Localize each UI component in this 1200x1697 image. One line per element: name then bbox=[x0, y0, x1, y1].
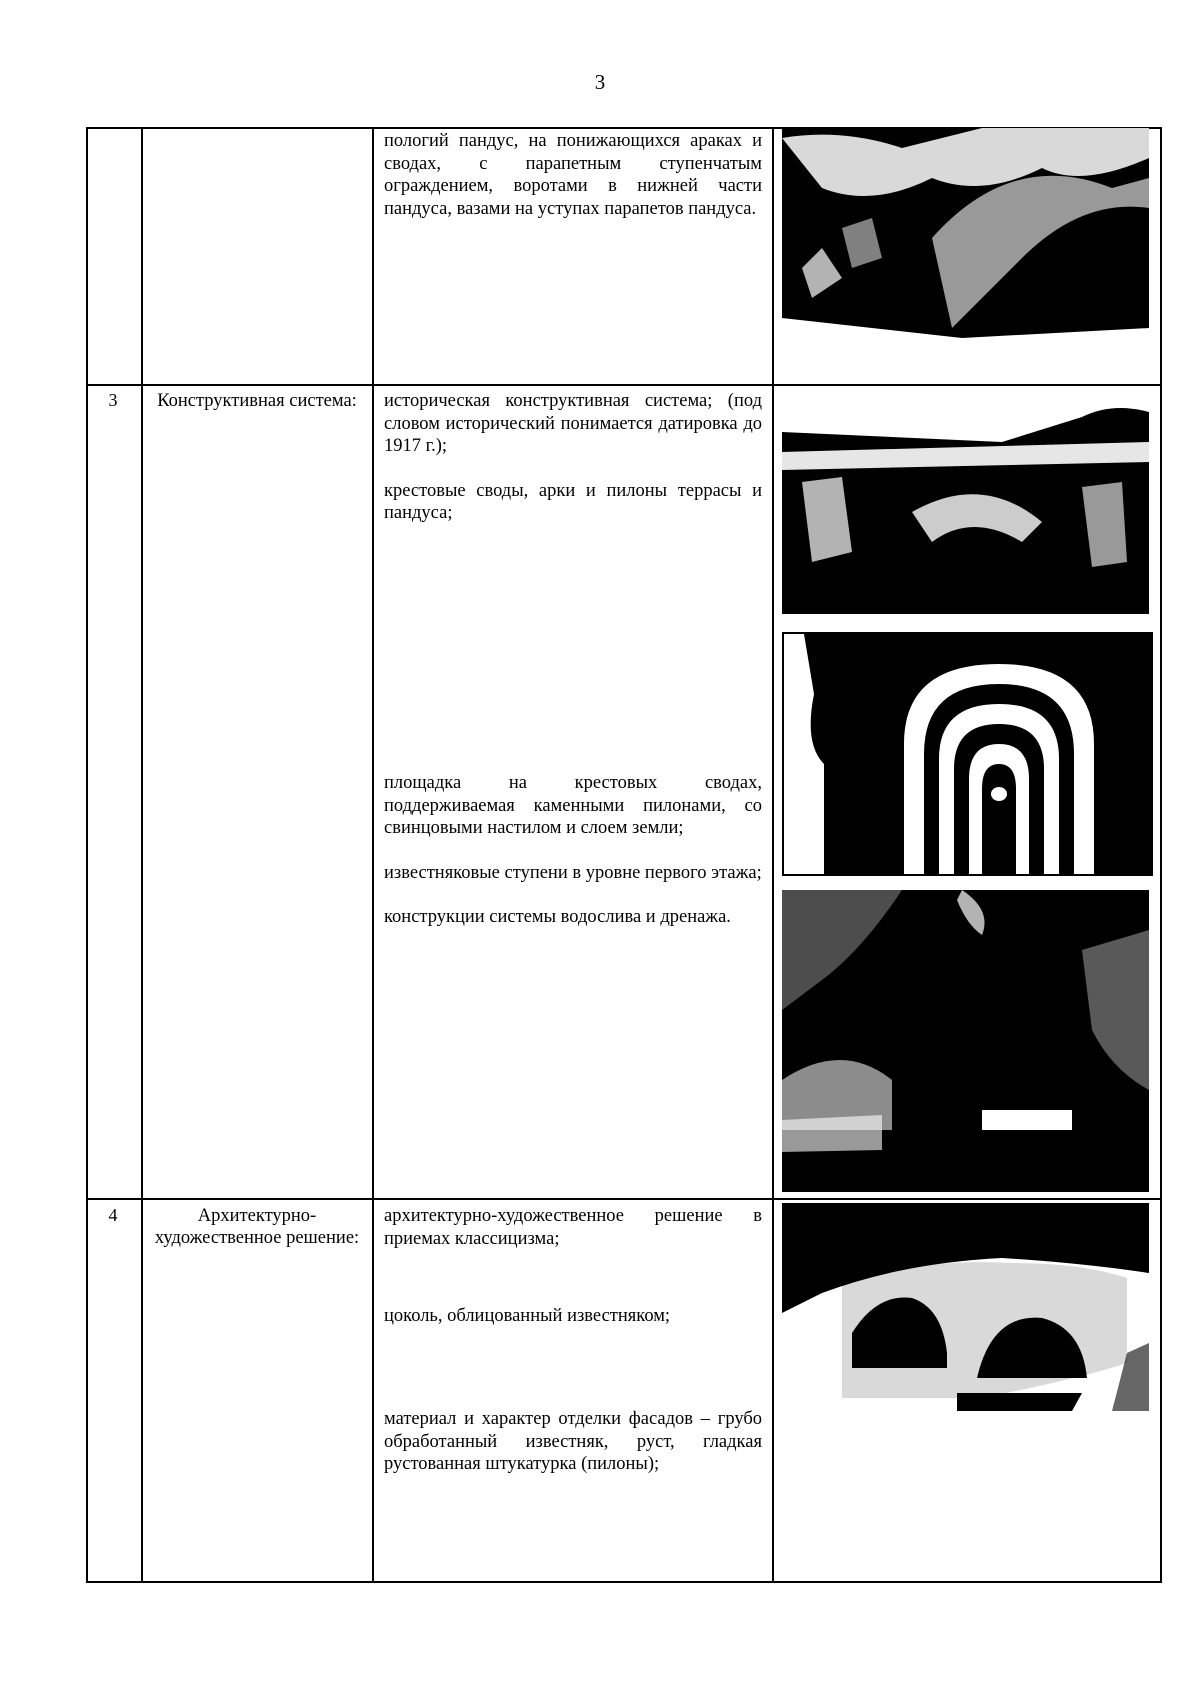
description-paragraph: цоколь, облицованный известняком; bbox=[384, 1306, 671, 1326]
description-paragraph: архитектурно-художественное решение в приемах классицизма; bbox=[384, 1206, 762, 1249]
row-number: 3 bbox=[108, 390, 118, 410]
photo-arch-underside bbox=[782, 890, 1149, 1192]
row-description bbox=[384, 1205, 762, 1250]
photo-vault-corridor bbox=[782, 632, 1153, 876]
row-divider bbox=[86, 1198, 1162, 1200]
row-description bbox=[384, 1408, 762, 1476]
row-divider bbox=[86, 384, 1162, 386]
column-divider bbox=[772, 127, 774, 1583]
row-description bbox=[384, 130, 762, 220]
photo-ramp-arch bbox=[782, 128, 1149, 372]
column-divider bbox=[141, 127, 143, 1583]
description-paragraph: историческая конструктивная система; (под словом исторический понимается датировка до 1917 г.); bbox=[384, 391, 762, 456]
row-description bbox=[384, 1305, 762, 1328]
description-paragraph: конструкции системы водослива и дренажа. bbox=[384, 907, 731, 927]
page-number: 3 bbox=[594, 70, 606, 94]
row-description bbox=[384, 390, 762, 525]
description-paragraph: материал и характер отделки фасадов – грубо обработанный известняк, руст, гладкая рустованная штукатурка (пилоны); bbox=[384, 1409, 762, 1474]
description-paragraph: известняковые ступени в уровне первого этажа; bbox=[384, 862, 762, 883]
photo-terrace-balustrade bbox=[782, 392, 1149, 614]
row-number: 4 bbox=[108, 1205, 118, 1225]
description-paragraph: площадка на крестовых сводах, поддерживаемая каменными пилонами, со свинцовыми настилом и слоем земли; bbox=[384, 773, 762, 838]
description-paragraph: пологий пандус, на понижающихся араках и сводах, с парапетным ступенчатым ограждением, воротами в нижней части пандуса, вазами на уступах парапетов пандуса. bbox=[384, 131, 762, 219]
table-border-bottom bbox=[86, 1581, 1162, 1583]
table-border-left bbox=[86, 127, 88, 1583]
table-border-right bbox=[1160, 127, 1162, 1583]
column-divider bbox=[372, 127, 374, 1583]
description-paragraph: крестовые своды, арки и пилоны террасы и пандуса; bbox=[384, 480, 762, 523]
row-title: Конструктивная система: bbox=[157, 391, 357, 411]
photo-arcade-ramp bbox=[782, 1203, 1149, 1411]
row-title: Архитектурно-художественное решение: bbox=[154, 1206, 360, 1248]
row-description bbox=[384, 772, 762, 929]
